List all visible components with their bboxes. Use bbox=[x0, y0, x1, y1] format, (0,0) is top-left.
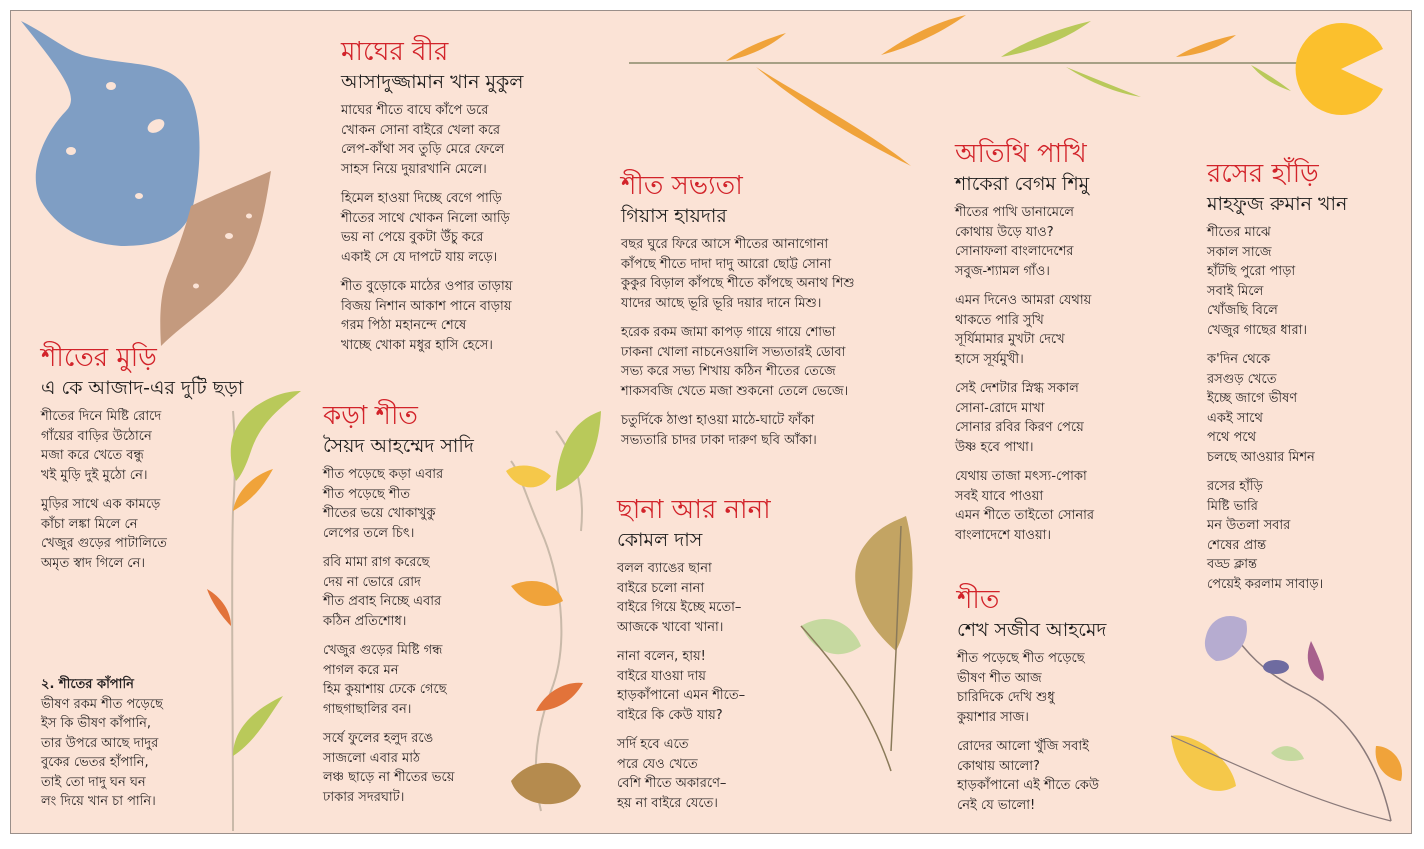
poem-line: বড্ড ক্লান্ত bbox=[1207, 557, 1257, 572]
poem-author: এ কে আজাদ-এর দুটি ছড়া bbox=[41, 377, 244, 399]
poem-line: খোঁজছি বিলে bbox=[1207, 303, 1278, 318]
poem-line: বাইরে চলো নানা bbox=[617, 580, 705, 596]
poem-line: নানা বলেন, হায়! bbox=[617, 649, 706, 664]
poem-line: শীত বুড়োকে মাঠের ওপার তাড়ায় bbox=[341, 279, 513, 294]
poem-magher-bir bbox=[341, 35, 523, 365]
poem-line: সবুজ-শ্যামল গাঁও। bbox=[955, 263, 1050, 279]
poem-author: গিয়াস হায়দার bbox=[621, 205, 727, 227]
poem-author: সৈয়দ আহম্মেদ সাদি bbox=[323, 435, 474, 457]
poem-line: বাংলাদেশে যাওয়া। bbox=[955, 527, 1052, 543]
poem-line: চতুর্দিকে ঠাণ্ডা হাওয়া মাঠে-ঘাটে ফাঁকা bbox=[621, 413, 815, 428]
poem-line: হাসে সূর্যমুখী। bbox=[955, 351, 1024, 367]
stanza bbox=[621, 411, 855, 450]
poem-line: শীতের সাথে খোকন নিলো আড়ি bbox=[341, 210, 510, 226]
poem-line: কুয়াশার সাজ। bbox=[957, 709, 1029, 725]
stanza bbox=[955, 467, 1094, 545]
stanza bbox=[341, 189, 523, 267]
stanza bbox=[1207, 350, 1347, 467]
poem-line: সোনার রবির কিরণ পেয়ে bbox=[955, 420, 1084, 435]
poem-line: তাই তো দাদু ঘন ঘন bbox=[41, 774, 146, 790]
poem-line: শীত পড়েছে কড়া এবার bbox=[323, 467, 444, 482]
poem-line: খই মুড়ি দুই মুঠো নে। bbox=[41, 467, 148, 483]
orange-leaf-icon bbox=[756, 67, 911, 166]
poem-line: কাঁচা লঙ্কা মিলে নে bbox=[41, 516, 138, 532]
poem-rosher-hari bbox=[1207, 157, 1347, 604]
stanza bbox=[621, 235, 855, 313]
poem-line: গরম পিঠা মহানন্দে শেষে bbox=[341, 318, 467, 333]
poem-line: রসের হাঁড়ি bbox=[1207, 479, 1263, 494]
poem-title: কড়া শীত bbox=[323, 401, 418, 431]
green-leaf-icon bbox=[1001, 21, 1091, 57]
green-leaf-icon bbox=[1066, 67, 1141, 97]
poem-line: সোনা-রোদে মাখা bbox=[955, 400, 1045, 416]
orange-leaf-icon bbox=[207, 589, 231, 626]
stanza bbox=[617, 735, 771, 813]
poem-line: দেয় না ভোরে রোদ bbox=[323, 574, 421, 590]
poem-line: ক'দিন থেকে bbox=[1207, 352, 1271, 367]
orange-leaf-icon bbox=[881, 15, 966, 55]
poem-sheet-sobhyota bbox=[621, 169, 855, 460]
purple-leaf-icon bbox=[1263, 660, 1289, 674]
poem-kora-sheet bbox=[323, 399, 474, 817]
poem-body bbox=[621, 235, 855, 450]
poem-line: বিজয় নিশান আকাশ পানে বাড়ায় bbox=[341, 298, 512, 314]
poem-sheeter-muri bbox=[41, 341, 243, 583]
poem-line: মাঘের শীতে বাঘে কাঁপে ডরে bbox=[341, 103, 489, 118]
poem-body bbox=[955, 203, 1094, 545]
green-leaf-icon bbox=[233, 696, 283, 756]
poem-line: সভ্য করে সভ্য শিখায় কঠিন শীতের তেজে bbox=[621, 364, 836, 379]
poem-line: রবি মামা রাগ করেছে bbox=[323, 555, 430, 570]
poem-title: রসের হাঁড়ি bbox=[1207, 159, 1319, 189]
poem-author: মাহফুজ রুমান খান bbox=[1207, 193, 1348, 215]
stanza bbox=[955, 291, 1094, 369]
poem-line: গাঁয়ের বাড়ির উঠোনে bbox=[41, 428, 152, 444]
poem-line: শাকসবজি খেতে মজা শুকনো তেলে ভেজে। bbox=[621, 383, 849, 399]
poem-line: নেই যে ভালো! bbox=[957, 797, 1036, 813]
poem-line: কুকুর বিড়াল কাঁপছে শীতে কাঁপছে অনাথ শিশু bbox=[621, 276, 855, 291]
poem-line: শীত প্রবাহ নিচ্ছে এবার bbox=[323, 594, 442, 609]
leaf-spot-icon bbox=[246, 214, 252, 219]
poem-author: শেখ সজীব আহমেদ bbox=[957, 619, 1107, 641]
poem-sheeter-kapani bbox=[41, 675, 163, 822]
stanza bbox=[323, 465, 474, 543]
stanza bbox=[41, 407, 243, 485]
poem-line: যাদের আছে ভূরি ভূরি দয়ার দানে মিশু। bbox=[621, 295, 822, 311]
poem-title: ছানা আর নানা bbox=[617, 495, 771, 525]
mauve-leaf-icon bbox=[1308, 641, 1324, 681]
poem-line: পেয়েই করলাম সাবাড়। bbox=[1207, 576, 1324, 592]
poem-line: খাচ্ছে খোকা মধুর হাসি হেসে। bbox=[341, 337, 493, 353]
poem-line: সভ্যতারি চাদর ঢাকা দারুণ ছবি আঁকা। bbox=[621, 432, 817, 448]
poem-line: শীতের মাঝে bbox=[1207, 225, 1271, 240]
poem-line: গাছগাছালির বন। bbox=[323, 701, 412, 717]
olive-leaf-icon bbox=[511, 763, 581, 804]
stanza bbox=[955, 379, 1094, 457]
poem-line: খেজুর গুড়ের মিষ্টি গন্ধ bbox=[323, 643, 443, 658]
green-leaf-icon bbox=[1251, 65, 1291, 91]
leaf-spot-icon bbox=[66, 147, 76, 155]
stanza bbox=[41, 495, 243, 573]
orange-leaf-icon bbox=[1176, 35, 1236, 57]
leaf-spot-icon bbox=[135, 193, 143, 199]
poem-line: একই সাথে bbox=[1207, 410, 1263, 426]
poem-line: ঢাকনা খোলা নাচনেওয়ালি সভ্যতারই ডোবা bbox=[621, 344, 846, 360]
poem-line: বছর ঘুরে ফিরে আসে শীতের আনাগোনা bbox=[621, 237, 829, 252]
blue-leaf-icon bbox=[21, 21, 200, 246]
poem-line: লং দিয়ে খান চা পানি। bbox=[41, 794, 156, 809]
poem-line: শেষের প্রান্ত bbox=[1207, 537, 1267, 553]
poem-line: ইচ্ছে জাগে ভীষণ bbox=[1207, 391, 1298, 406]
poem-line: হাঁটছি পুরো পাড়া bbox=[1207, 264, 1296, 279]
poem-line: লঞ্চ ছাড়ে না শীতের ভয়ে bbox=[323, 770, 455, 785]
poem-line: সর্ষে ফুলের হলুদ রঙে bbox=[323, 731, 434, 746]
green-leaf-icon bbox=[1271, 746, 1304, 761]
poem-line: কোথায় উড়ে যাও? bbox=[955, 224, 1054, 240]
stanza bbox=[323, 641, 474, 719]
orange-leaf-icon bbox=[726, 33, 786, 61]
poem-line: মন উতলা সবার bbox=[1207, 518, 1291, 533]
stanza bbox=[1207, 223, 1347, 340]
yellow-leaf-icon bbox=[506, 466, 551, 488]
poem-line: রসগুড় খেতে bbox=[1207, 371, 1277, 387]
sun-icon bbox=[1296, 23, 1383, 115]
poem-line: লেপের তলে চিৎ। bbox=[323, 525, 415, 541]
poem-sheet bbox=[957, 583, 1106, 825]
poem-line: শীতের দিনে মিষ্টি রোদে bbox=[41, 409, 162, 424]
poem-line: সর্দি হবে এতে bbox=[617, 737, 689, 752]
poem-line: পাগল করে মন bbox=[323, 662, 399, 678]
poem-line: চারিদিকে দেখি শুধু bbox=[957, 690, 1055, 705]
poem-line: এমন দিনেও আমরা যেথায় bbox=[955, 293, 1092, 308]
poem-line: সাহস নিয়ে দুয়ারখানি মেলে। bbox=[341, 161, 487, 177]
poem-line: লেপ-কাঁথা সব তুড়ি মেরে ফেলে bbox=[341, 142, 505, 157]
poem-line: বলল ব্যাঙের ছানা bbox=[617, 561, 712, 576]
stanza bbox=[957, 649, 1106, 727]
poem-subtitle: ২. শীতের কাঁপানি bbox=[41, 677, 134, 692]
stanza bbox=[323, 729, 474, 807]
newspaper-page bbox=[10, 10, 1412, 834]
poem-line: পথে পথে bbox=[1207, 430, 1257, 445]
poem-line: মিষ্টি ভারি bbox=[1207, 498, 1258, 514]
orange-leaf-icon bbox=[1376, 746, 1402, 781]
poem-line: আজকে খাবো খানা। bbox=[617, 619, 724, 635]
poem-line: পরে যেও খেতে bbox=[617, 756, 698, 772]
poem-title: শীত bbox=[957, 585, 1000, 615]
poem-line: বেশি শীতে অকারণে– bbox=[617, 776, 727, 791]
poem-line: সবই যাবে পাওয়া bbox=[955, 488, 1044, 504]
poem-line: কোথায় আলো? bbox=[957, 758, 1040, 774]
stanza bbox=[341, 277, 523, 355]
lavender-leaf-icon bbox=[1205, 616, 1247, 661]
poem-author: শাকেরা বেগম শিমু bbox=[955, 173, 1090, 195]
poem-author: কোমল দাস bbox=[617, 529, 703, 551]
poem-line: উষ্ণ হবে পাখা। bbox=[955, 439, 1034, 455]
poem-line: বুকের ভেতর হাঁপানি, bbox=[41, 755, 149, 770]
stanza bbox=[957, 737, 1106, 815]
poem-title: শীত সভ্যতা bbox=[621, 171, 743, 201]
poem-otithi-pakhi bbox=[955, 137, 1094, 555]
poem-line: শীতের পাখি ডানামেলে bbox=[955, 205, 1074, 220]
poem-line: ভীষণ রকম শীত পড়েছে bbox=[41, 696, 163, 712]
poem-line: বাইরে কি কেউ যায়? bbox=[617, 707, 723, 723]
poem-line: সোনাফলা বাংলাদেশের bbox=[955, 244, 1074, 259]
orange-leaf-icon bbox=[536, 683, 583, 711]
poem-line: হরেক রকম জামা কাপড় গায়ে গায়ে শোভা bbox=[621, 325, 836, 340]
stanza bbox=[955, 203, 1094, 281]
poem-line: বাইরে গিয়ে ইচ্ছে মতো– bbox=[617, 600, 742, 615]
poem-line: অমৃত স্বাদ গিলে নে। bbox=[41, 555, 145, 571]
poem-body bbox=[1207, 223, 1347, 594]
poem-line: সকাল সাজে bbox=[1207, 244, 1272, 260]
leaf-spot-icon bbox=[193, 284, 199, 289]
yellow-leaf-icon bbox=[1171, 735, 1236, 791]
poem-title: শীতের মুড়ি bbox=[41, 343, 157, 373]
poem-line: থাকতে পারি সুখি bbox=[955, 312, 1044, 328]
poem-body bbox=[323, 465, 474, 807]
poem-line: ভীষণ শীত আজ bbox=[957, 670, 1042, 686]
poem-line: ঢাকার সদরঘাট। bbox=[323, 789, 405, 805]
poem-body bbox=[617, 559, 771, 813]
poem-line: হিম কুয়াশায় ঢেকে গেছে bbox=[323, 682, 447, 697]
poem-line: ভয় না পেয়ে বুকটা উঁচু করে bbox=[341, 230, 484, 245]
poem-line: চলছে আওয়ার মিশন bbox=[1207, 449, 1315, 465]
poem-line: হাড়কাঁপানো এই শীতে কেউ bbox=[957, 778, 1100, 793]
poem-line: খোকন সোনা বাইরে খেলা করে bbox=[341, 122, 501, 138]
stanza bbox=[1207, 477, 1347, 594]
stanza bbox=[41, 695, 163, 812]
poem-line: সেই দেশটার স্নিগ্ধ সকাল bbox=[955, 381, 1079, 396]
leaf-spot-icon bbox=[106, 82, 116, 90]
poem-line: শীত পড়েছে শীত পড়েছে bbox=[957, 651, 1085, 666]
poem-line: কাঁপছে শীতে দাদা দাদু আরো ছোট্ট সোনা bbox=[621, 256, 832, 272]
poem-line: একাই সে যে দাপটে যায় লড়ে। bbox=[341, 249, 498, 265]
poem-line: সাজলো এবার মাঠ bbox=[323, 750, 420, 766]
poem-line: কঠিন প্রতিশোধ। bbox=[323, 613, 407, 629]
poem-line: বাইরে যাওয়া দায় bbox=[617, 668, 706, 684]
poem-title: মাঘের বীর bbox=[341, 37, 449, 67]
poem-line: তার উপরে আছে দাদুর bbox=[41, 735, 159, 751]
poem-title: অতিথি পাখি bbox=[955, 139, 1087, 169]
stanza bbox=[617, 647, 771, 725]
poem-body bbox=[957, 649, 1106, 815]
poem-chhana-ar-nana bbox=[617, 493, 771, 823]
poem-line: সবাই মিলে bbox=[1207, 283, 1264, 299]
olive-leaf-icon bbox=[855, 516, 912, 651]
poem-line: হাড়কাঁপানো এমন শীতে– bbox=[617, 688, 746, 703]
poem-line: এমন শীতে তাইতো সোনার bbox=[955, 508, 1094, 523]
plant-stem bbox=[511, 431, 582, 811]
poem-line: হিমেল হাওয়া দিচ্ছে বেগে পাড়ি bbox=[341, 191, 502, 206]
stanza bbox=[323, 553, 474, 631]
poem-line: শীত পড়েছে শীত bbox=[323, 486, 411, 502]
leaf-spot-icon bbox=[225, 233, 233, 239]
poem-body bbox=[341, 101, 523, 355]
poem-line: রোদের আলো খুঁজি সবাই bbox=[957, 739, 1089, 754]
poem-line: হয় না বাইরে যেতে। bbox=[617, 795, 718, 811]
poem-line: খেজুর গাছের ধারা। bbox=[1207, 322, 1308, 338]
poem-line: সূর্যিমামার মুখটা দেখে bbox=[955, 332, 1065, 347]
poem-line: ইস কি ভীষণ কাঁপানি, bbox=[41, 716, 152, 731]
poem-body bbox=[41, 695, 163, 812]
stanza bbox=[621, 323, 855, 401]
poem-body bbox=[41, 407, 243, 573]
poem-line: মজা করে খেতে বন্ধু bbox=[41, 448, 144, 463]
stanza bbox=[617, 559, 771, 637]
poem-line: যেথায় তাজা মৎস্য-পোকা bbox=[955, 469, 1087, 484]
stanza bbox=[341, 101, 523, 179]
poem-line: মুড়ির সাথে এক কামড়ে bbox=[41, 497, 161, 512]
poem-author: আসাদুজ্জামান খান মুকুল bbox=[341, 71, 524, 93]
poem-line: খেজুর গুড়ের পাটালিতে bbox=[41, 536, 167, 551]
poem-line: শীতের ভয়ে খোকাখুকু bbox=[323, 506, 436, 521]
orange-leaf-icon bbox=[511, 581, 563, 606]
